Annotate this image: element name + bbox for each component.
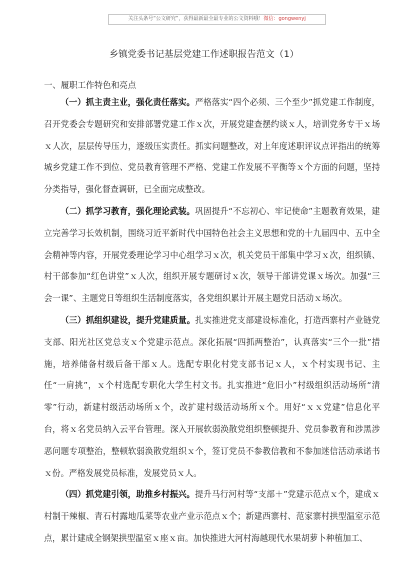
paragraph-heading: （三）抓组织建设，提升党建质量。: [60, 314, 196, 325]
paragraph-body: 扎实推进党支部建设标准化，打造西寨村产业链党支部、阳光社区党总支ｘ个党建示范点。深化拓展“四抓两整治”，认真落实“三个一批”措施，培养储备村级后备干部ｘ人。选配专职化村党支部书记ｘ人，ｘ个村实现书记、主任“一肩挑”，ｘ个村选配专职化大学生村文书。扎实推进“危旧小”村级组织活动场所“清零”行动，新建村级活动场所ｘ个，改扩建村级活动场所ｘ个。用好“ｘｘ党建”信息化平台，将ｘ名党员纳入云平台管理。深入开展软弱涣散党组织整顿提升、党员参教育和涉黑涉恶问题专项整治，整顿软弱涣散党组织ｘ个，签订党员不参教信教和不参加迷信活动承诺书ｘ份。严格发展党员标准，发展党员ｘ人。: [44, 314, 380, 478]
paragraph-heading: （二）抓学习教育，强化理论武装。: [60, 205, 195, 216]
paragraph: [44, 201, 380, 310]
paragraph-heading: （一）抓主责主业，强化责任落实。: [60, 97, 195, 107]
promo-banner: [108, 14, 326, 25]
paragraph: [44, 484, 380, 549]
banner-text: 关注头条号“公文研究”，获得最新最全最专业的公文资料哦！: [128, 16, 264, 22]
paragraph-body: 提升马行河村等“支部＋”党建示范点ｘ个，建成ｘ村制干辣椒、青石村露地瓜菜等农业产业示范点ｘ个；新建西寨村、范家寨村拱型温室示范点，累计建成全钢架拱型温室ｘ座ｘ亩。加快推进大河村海越现代水果胡萝卜种植加工、: [44, 489, 380, 543]
paragraph-body: 巩固提升“不忘初心、牢记使命”主题教育效果，建立完善学习长效机制，围绕习近平新时代中国特色社会主义思想和党的十九届四中、五中全会精神等内容，开展党委理论学习中心组学习ｘ次，机关党员干部集中学习ｘ次，组织镇、村干部参加“红色讲堂”ｘ人次，组织开展专题研讨ｘ次，领导干部讲党课ｘ场次。加强“三会一课”、主题党日等组织生活制度落实，各党组织累计开展主题党日活动ｘ场次。: [44, 205, 380, 304]
paragraph: [44, 92, 380, 201]
paragraph-body: 严格落实“四个必须、三个至少”抓党建工作制度，召开党委会专题研究和安排部署党建工作ｘ次，开展党建查摆约谈ｘ人，培训党务专干ｘ场ｘ人次，层层传导压力，逐级压实责任。抓实问题整改，对上年度述职评议点评指出的统筹城乡党建工作不到位、党员教育管理不严格、党建工作发展不平衡等ｘ个方面的问题，坚持分类指导，强化督查调研，已全面完成整改。: [44, 97, 380, 195]
document-body: [44, 92, 380, 550]
paragraph: [44, 310, 380, 484]
section-heading: 一、履职工作特色和亮点: [44, 80, 137, 90]
document-title: 乡镇党委书记基层党建工作述职报告范文（1）: [109, 49, 299, 60]
banner-contact: 微信：gongwenyj: [263, 16, 306, 22]
paragraph-heading: （四）抓党建引领，助推乡村振兴。: [60, 489, 195, 500]
